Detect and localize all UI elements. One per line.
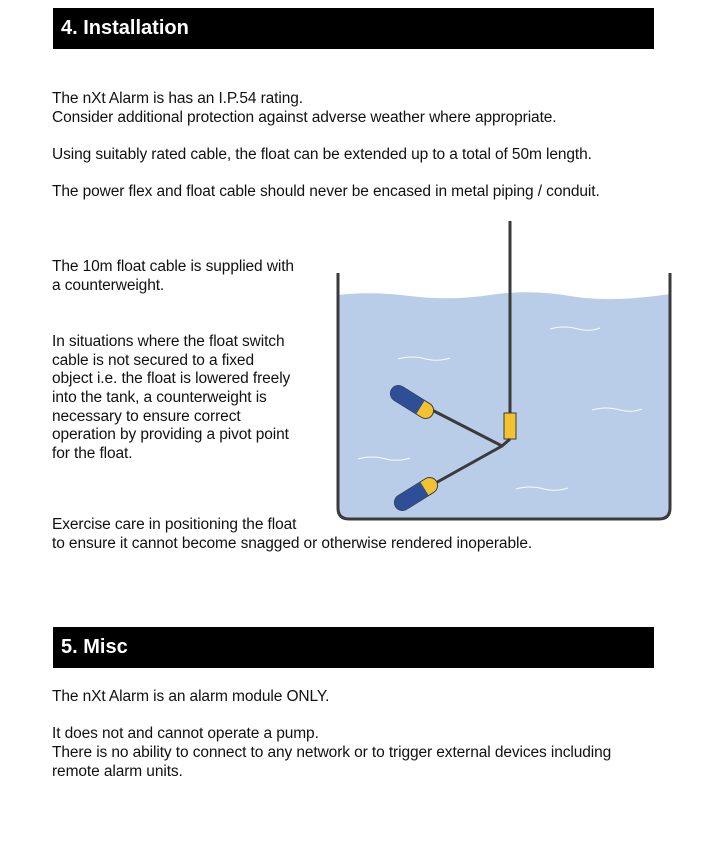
cable-extension-text: Using suitably rated cable, the float can be extended up to a total of 50m length. (52, 146, 592, 163)
misc-heading: 5. Misc (53, 627, 654, 668)
module-only-text: The nXt Alarm is an alarm module ONLY. (52, 688, 330, 705)
counterweight-detail-line-3: object i.e. the float is lowered freely (52, 370, 291, 387)
exercise-care-line-2: to ensure it cannot become snagged or otherwise rendered inoperable. (52, 535, 533, 552)
tank-water (338, 292, 670, 519)
counterweight-detail-line-4: into the tank, a counterweight is (52, 389, 267, 406)
counterweight-detail-line-7: for the float. (52, 445, 133, 462)
no-network-line-1: There is no ability to connect to any network or to trigger external devices including (52, 744, 612, 761)
counterweight-detail-line-6: operation by providing a pivot point (52, 426, 289, 443)
encasing-warning-text: The power flex and float cable should never be encased in metal piping / conduit. (52, 183, 600, 200)
counterweight-intro-line-2: a counterweight. (52, 277, 165, 294)
counterweight-detail-line-1: In situations where the float switch (52, 333, 285, 350)
counterweight-intro-line-1: The 10m float cable is supplied with (52, 258, 294, 275)
no-network-line-2: remote alarm units. (52, 763, 183, 780)
float-tank-illustration (330, 215, 682, 527)
rating-line-2: Consider additional protection against adverse weather where appropriate. (52, 109, 557, 126)
no-pump-text: It does not and cannot operate a pump. (52, 725, 319, 742)
exercise-care-line-1: Exercise care in positioning the float (52, 516, 297, 533)
installation-heading: 4. Installation (53, 8, 654, 49)
counterweight (504, 413, 516, 439)
rating-line-1: The nXt Alarm is has an I.P.54 rating. (52, 90, 303, 107)
counterweight-detail-line-5: necessary to ensure correct (52, 408, 241, 425)
counterweight-detail-line-2: cable is not secured to a fixed (52, 352, 254, 369)
